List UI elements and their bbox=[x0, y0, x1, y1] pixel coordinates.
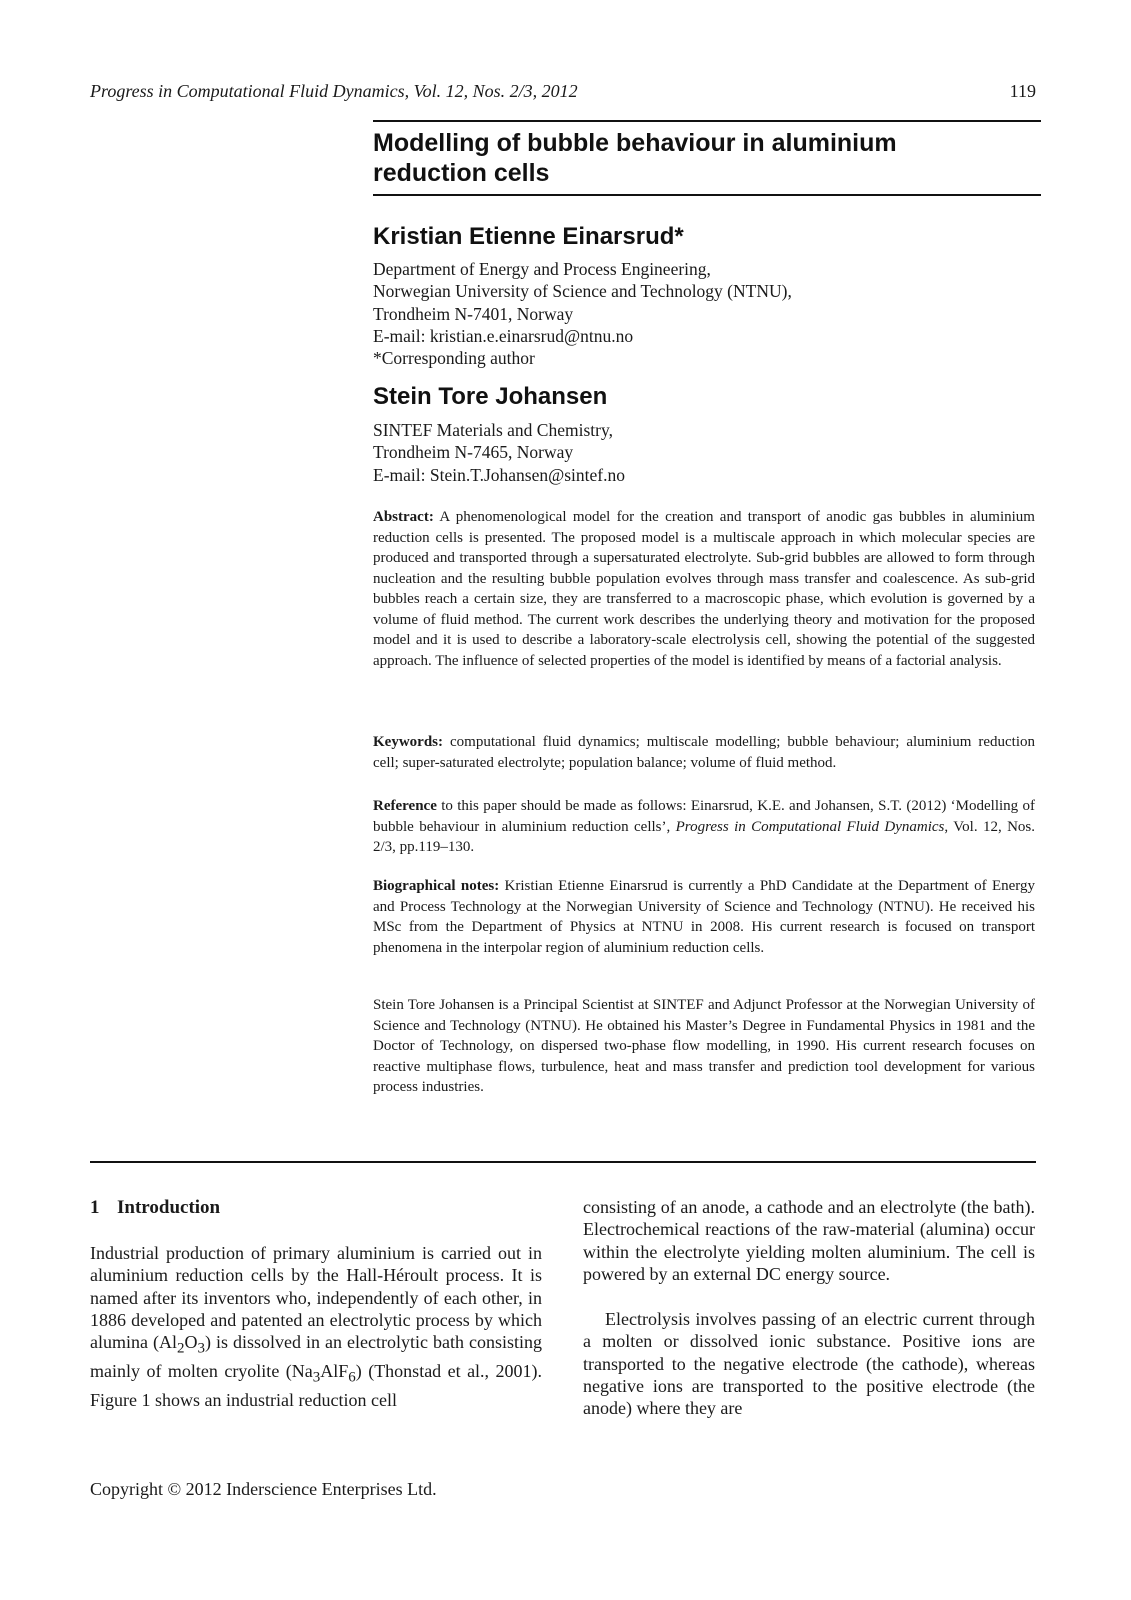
section-title: Introduction bbox=[117, 1197, 221, 1218]
keywords-text: computational fluid dynamics; multiscale modelling; bubble behaviour; aluminium reduction cell; super-saturated electrolyte; population balance; volume of fluid method. bbox=[373, 734, 1035, 771]
intro-text: AlF bbox=[320, 1361, 349, 1382]
intro-text: Industrial production of primary aluminium is carried out in aluminium reduction cells by the Hall-Héroult process. It is named after its inventors who, independently of each other, in 1886 developed and patented an electrolytic process by which alumina (Al bbox=[90, 1243, 542, 1353]
author-email: E-mail: kristian.e.einarsrud@ntnu.no bbox=[373, 325, 634, 346]
intro-paragraph-left bbox=[90, 1242, 542, 1411]
affiliation-line: SINTEF Materials and Chemistry, bbox=[373, 420, 613, 440]
author-name-1: Kristian Etienne Einarsrud* bbox=[373, 223, 684, 250]
paper-title-line-1: Modelling of bubble behaviour in aluminium bbox=[373, 129, 897, 157]
biographical-notes bbox=[373, 876, 1035, 958]
section-divider-rule bbox=[90, 1161, 1036, 1163]
copyright-footer: Copyright © 2012 Inderscience Enterprises Ltd. bbox=[90, 1479, 437, 1499]
title-bottom-rule bbox=[373, 194, 1041, 196]
author-name-2: Stein Tore Johansen bbox=[373, 383, 608, 410]
subscript: 2 bbox=[176, 1340, 185, 1357]
section-heading-introduction bbox=[90, 1196, 220, 1220]
reference-volume: , Vol. 12, Nos. 2/3, pp.119–130. bbox=[373, 818, 1035, 855]
corresponding-author-note: *Corresponding author bbox=[373, 348, 535, 369]
journal-name: Progress in Computational Fluid Dynamics, Vol. 12, Nos. 2/3, 2012 bbox=[90, 81, 578, 101]
intro-paragraph-right-2: Electrolysis involves passing of an electric current through a molten or dissolved ionic substance. Positive ions are transported to the negative electrode (the cathode), whereas negative ions are transported to the positive electrode (the anode) where they are bbox=[583, 1309, 1035, 1419]
subscript: 3 bbox=[312, 1369, 321, 1386]
affiliation-line: Trondheim N-7465, Norway bbox=[373, 442, 574, 463]
abstract-text: A phenomenological model for the creation and transport of anodic gas bubbles in aluminium reduction cells is presented. The proposed model is a multiscale approach in which molecular species are produced and transported through a supersaturated electrolyte. Sub-grid bubbles are allowed to form through nucleation and the resulting bubble population evolves through mass transfer and coalescence. As sub-grid bubbles reach a certain size, they are transferred to a macroscopic phase, which evolution is governed by a volume of fluid method. The current work describes the underlying theory and motivation for the proposed model and it is used to describe a laboratory-scale electrolysis cell, showing the potential of the suggested approach. The influence of selected properties of the model is identified by means of a factorial analysis. bbox=[373, 509, 1035, 669]
title-top-rule bbox=[373, 120, 1041, 122]
affiliation-line: Norwegian University of Science and Technology (NTNU), bbox=[373, 281, 792, 302]
intro-paragraph-right-1: consisting of an anode, a cathode and an electrolyte (the bath). Electrochemical reactions of the raw-material (alumina) occur within the electrolyte yielding molten aluminium. The cell is powered by an external DC energy source. bbox=[583, 1197, 1035, 1284]
author-affiliation-1 bbox=[373, 258, 1041, 369]
section-number: 1 bbox=[90, 1197, 100, 1218]
paper-title-line-2: reduction cells bbox=[373, 159, 550, 187]
reference-text: to this paper should be made as follows: Einarsrud, K.E. and Johansen, S.T. (2012) ‘Modelling of bubble behaviour in aluminium reduction cells’, bbox=[373, 798, 1035, 835]
running-header bbox=[90, 81, 1036, 105]
bio-label: Biographical notes: bbox=[373, 878, 500, 894]
bio-text-1: Kristian Etienne Einarsrud is currently a PhD Candidate at the Department of Energy and Process Technology at the Norwegian University of Science and Technology (NTNU). He received his MSc from the Department of Physics at NTNU in 2008. His current research is focused on transport phenomena in the interpolar region of aluminium reduction cells. bbox=[373, 878, 1035, 956]
intro-text: ) (Thonstad et al., 2001). Figure 1 shows an industrial reduction cell bbox=[90, 1361, 542, 1410]
affiliation-line: Department of Energy and Process Engineering, bbox=[373, 259, 711, 279]
citation-reference bbox=[373, 796, 1035, 858]
intro-text: ) is dissolved in an electrolytic bath consisting mainly of molten cryolite (Na bbox=[90, 1332, 542, 1382]
bio-paragraph-2 bbox=[373, 995, 1035, 1098]
author-email: E-mail: Stein.T.Johansen@sintef.no bbox=[373, 464, 625, 485]
paper-title bbox=[373, 128, 973, 188]
subscript: 6 bbox=[348, 1369, 356, 1386]
subscript: 3 bbox=[197, 1340, 205, 1357]
abstract bbox=[373, 507, 1035, 671]
intro-text: O bbox=[184, 1332, 198, 1353]
page-number: 119 bbox=[1009, 81, 1036, 101]
reference-label: Reference bbox=[373, 798, 437, 814]
bio-text-2: Stein Tore Johansen is a Principal Scientist at SINTEF and Adjunct Professor at the Norwegian University of Science and Technology (NTNU). He obtained his Master’s Degree in Fundamental Physics in 1981 and the Doctor of Technology, on dispersed two-phase flow modelling, in 1990. His current research focuses on reactive multiphase flows, turbulence, heat and mass transfer and prediction tool development for various process industries. bbox=[373, 997, 1035, 1095]
keywords bbox=[373, 732, 1035, 773]
keywords-label: Keywords: bbox=[373, 734, 443, 750]
author-affiliation-2 bbox=[373, 419, 1041, 486]
abstract-label: Abstract: bbox=[373, 509, 434, 525]
affiliation-line: Trondheim N-7401, Norway bbox=[373, 303, 574, 324]
reference-journal: Progress in Computational Fluid Dynamics bbox=[675, 818, 945, 835]
